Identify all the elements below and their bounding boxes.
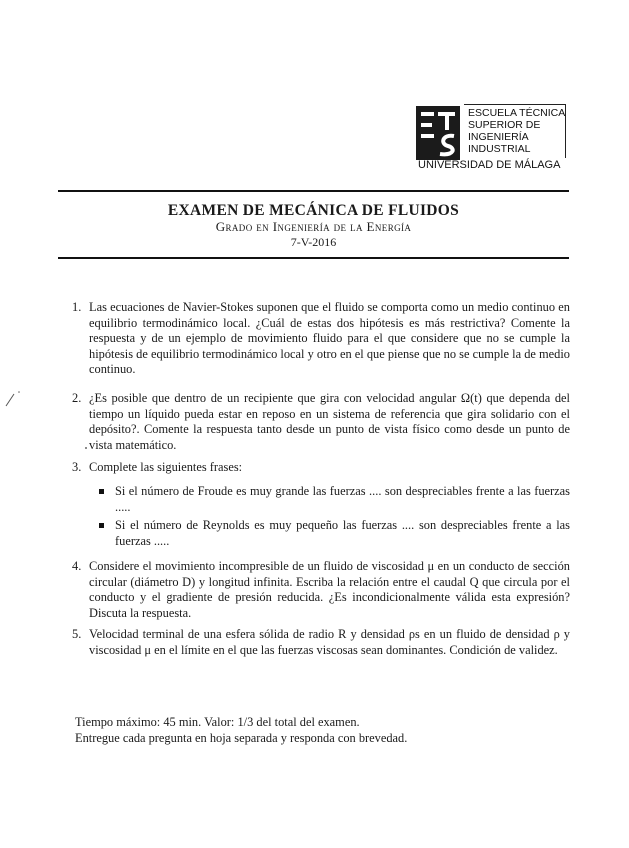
school-logo bbox=[416, 104, 566, 172]
question-number: 2. bbox=[72, 391, 82, 405]
logo-line: ESCUELA TÉCNICA bbox=[468, 107, 566, 119]
question-text: Considere el movimiento incompresible de un fluido de viscosidad μ en un conducto de sección circular (diámetro D) y longitud infinita. Escriba la relación entre el caudal Q que circula por el conducto y el gradiente de presión reducida. ¿Es incondicionalmente válida esta expresión? Discuta la respuesta. bbox=[89, 559, 570, 620]
exam-date: 7-V-2016 bbox=[290, 235, 337, 249]
question-3 bbox=[72, 460, 570, 476]
question-1 bbox=[72, 300, 570, 378]
logo-line: SUPERIOR DE bbox=[468, 119, 541, 131]
question-text: ¿Es posible que dentro de un recipiente que gira con velocidad angular Ω(t) que dependa del tiempo un líquido pueda estar en reposo en un sistema de referencia que gira solidario con el depósito?. Comente la respuesta tanto desde un punto de vista físico como desde un punto de vista matemático. bbox=[89, 391, 570, 452]
question-number: 1. bbox=[72, 300, 82, 314]
ets-logo-mark-icon bbox=[416, 106, 460, 160]
question-4 bbox=[72, 559, 570, 621]
scan-dot-icon bbox=[84, 446, 88, 450]
logo-school-name bbox=[464, 104, 566, 158]
bullet-icon bbox=[99, 489, 104, 494]
top-rule bbox=[58, 190, 569, 192]
logo-line: INDUSTRIAL bbox=[468, 143, 531, 155]
question-text: Velocidad terminal de una esfera sólida de radio R y densidad ρs en un fluido de densidad ρ y viscosidad μ en el límite en el que las fuerzas viscosas sean dominantes. Condición de validez. bbox=[89, 627, 570, 657]
bullet-icon bbox=[99, 523, 104, 528]
bottom-rule bbox=[58, 257, 569, 259]
question-2 bbox=[72, 391, 570, 453]
question-number: 4. bbox=[72, 559, 82, 573]
footer-time: Tiempo máximo: 45 min. Valor: 1/3 del total del examen. bbox=[75, 715, 360, 729]
bullet-text: Si el número de Reynolds es muy pequeño las fuerzas .... son despreciables frente a las fuerzas ..... bbox=[115, 518, 570, 548]
question-number: 5. bbox=[72, 627, 82, 641]
stray-pen-mark-icon bbox=[4, 386, 24, 408]
exam-title: EXAMEN DE MECÁNICA DE FLUIDOS bbox=[167, 202, 460, 219]
logo-line: INGENIERÍA bbox=[468, 131, 529, 143]
exam-subtitle: Grado en Ingeniería de la Energía bbox=[215, 219, 412, 234]
question-5 bbox=[72, 627, 570, 658]
footer-instructions: Entregue cada pregunta en hoja separada y responda con brevedad. bbox=[75, 731, 408, 745]
question-text: Las ecuaciones de Navier-Stokes suponen que el fluido se comporta como un medio continuo en equilibrio termodinámico local. ¿Cuál de estas dos hipótesis es más restrictiva? Comente la respuesta y de un ejemplo de movimiento fluido para el que considere que no se cumple la hipótesis de equilibrio termodinámico local y otro en el que piense que no se cumple la de medio continuo. bbox=[89, 300, 570, 377]
logo-university: UNIVERSIDAD DE MÁLAGA bbox=[418, 159, 561, 171]
question-text: Complete las siguientes frases: bbox=[89, 460, 243, 474]
bullet-item bbox=[115, 518, 570, 549]
question-number: 3. bbox=[72, 460, 82, 474]
bullet-item bbox=[115, 484, 570, 515]
bullet-text: Si el número de Froude es muy grande las fuerzas .... son despreciables frente a las fuerzas ..... bbox=[115, 484, 570, 514]
